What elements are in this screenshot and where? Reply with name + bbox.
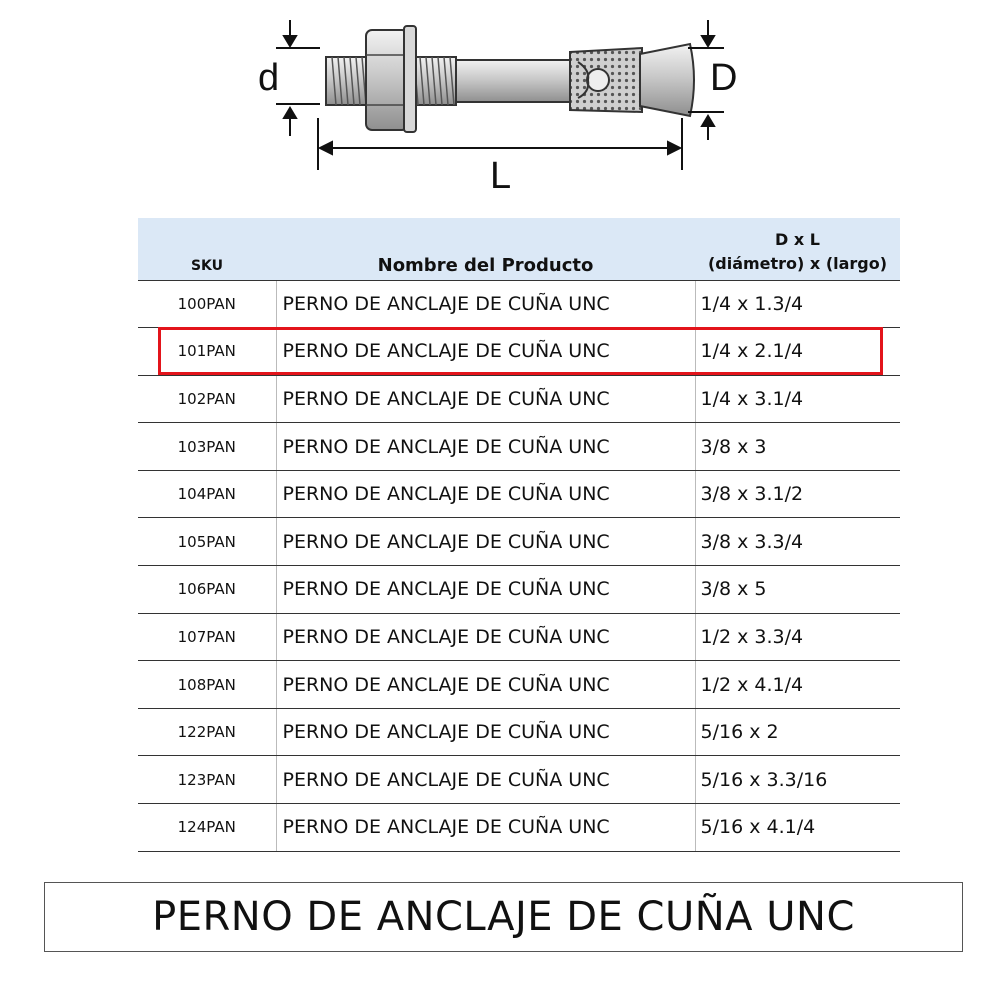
row-sku: 100PAN (138, 280, 276, 328)
row-product-name: PERNO DE ANCLAJE DE CUÑA UNC (276, 375, 695, 423)
row-sku: 104PAN (138, 470, 276, 518)
row-sku: 108PAN (138, 661, 276, 709)
product-caption: PERNO DE ANCLAJE DE CUÑA UNC (152, 894, 855, 940)
table-row (138, 756, 900, 804)
row-product-name: PERNO DE ANCLAJE DE CUÑA UNC (276, 423, 695, 471)
cone-tip (640, 44, 694, 116)
header-dimensions-line1: D x L (775, 229, 820, 249)
product-table (138, 218, 900, 852)
table-row (138, 375, 900, 423)
row-sku: 102PAN (138, 375, 276, 423)
header-product-name: Nombre del Producto (377, 254, 594, 276)
row-dimensions: 1/2 x 4.1/4 (695, 661, 900, 709)
row-product-name: PERNO DE ANCLAJE DE CUÑA UNC (276, 328, 695, 376)
anchor-bolt-diagram (0, 0, 1000, 205)
row-dimensions: 5/16 x 4.1/4 (695, 804, 900, 852)
row-dimensions: 5/16 x 2 (695, 708, 900, 756)
table-row (138, 804, 900, 852)
row-dimensions: 3/8 x 3.3/4 (695, 518, 900, 566)
row-product-name: PERNO DE ANCLAJE DE CUÑA UNC (276, 280, 695, 328)
hex-nut (366, 30, 408, 130)
table-header-row (138, 218, 900, 280)
table-row (138, 423, 900, 471)
row-dimensions: 1/4 x 3.1/4 (695, 375, 900, 423)
row-product-name: PERNO DE ANCLAJE DE CUÑA UNC (276, 804, 695, 852)
row-product-name: PERNO DE ANCLAJE DE CUÑA UNC (276, 708, 695, 756)
table-row (138, 328, 900, 376)
row-sku: 124PAN (138, 804, 276, 852)
washer (404, 26, 416, 132)
row-sku: 122PAN (138, 708, 276, 756)
row-product-name: PERNO DE ANCLAJE DE CUÑA UNC (276, 661, 695, 709)
row-product-name: PERNO DE ANCLAJE DE CUÑA UNC (276, 518, 695, 566)
d-label: d (258, 57, 280, 99)
table-row (138, 661, 900, 709)
table-row (138, 566, 900, 614)
row-dimensions: 1/2 x 3.3/4 (695, 613, 900, 661)
row-product-name: PERNO DE ANCLAJE DE CUÑA UNC (276, 470, 695, 518)
row-dimensions: 3/8 x 3.1/2 (695, 470, 900, 518)
expansion-clip (570, 48, 642, 112)
row-product-name: PERNO DE ANCLAJE DE CUÑA UNC (276, 566, 695, 614)
row-dimensions: 1/4 x 2.1/4 (695, 328, 900, 376)
row-sku: 106PAN (138, 566, 276, 614)
caption-box (44, 882, 963, 952)
D-label: D (710, 57, 738, 99)
row-dimensions: 3/8 x 5 (695, 566, 900, 614)
row-sku: 103PAN (138, 423, 276, 471)
bolt-shank (456, 60, 571, 102)
row-product-name: PERNO DE ANCLAJE DE CUÑA UNC (276, 613, 695, 661)
row-sku: 123PAN (138, 756, 276, 804)
table-row (138, 518, 900, 566)
row-dimensions: 1/4 x 1.3/4 (695, 280, 900, 328)
table-row (138, 708, 900, 756)
row-sku: 101PAN (138, 328, 276, 376)
row-dimensions: 5/16 x 3.3/16 (695, 756, 900, 804)
header-sku: SKU (190, 257, 224, 274)
table-row (138, 613, 900, 661)
table-row (138, 470, 900, 518)
row-dimensions: 3/8 x 3 (695, 423, 900, 471)
header-dimensions-line2: (diámetro) x (largo) (707, 253, 888, 273)
d-dimension (276, 20, 320, 136)
L-label: L (490, 155, 512, 197)
row-product-name: PERNO DE ANCLAJE DE CUÑA UNC (276, 756, 695, 804)
header-dimensions (695, 218, 900, 280)
table-row (138, 280, 900, 328)
table-body (138, 280, 900, 851)
row-sku: 105PAN (138, 518, 276, 566)
row-sku: 107PAN (138, 613, 276, 661)
